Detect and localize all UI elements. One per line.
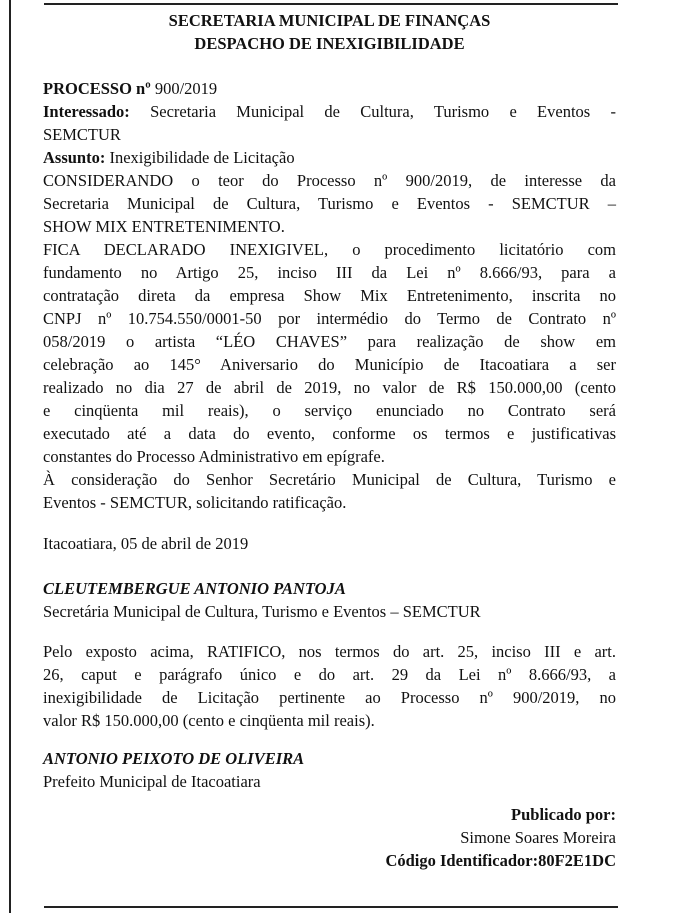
ratificacao-paragraph: [43, 640, 616, 732]
signatory-1-name: CLEUTEMBERGUE ANTONIO PANTOJA: [43, 579, 346, 598]
declaracao-line: constantes do Processo Administrativo em epígrafe.: [43, 447, 385, 466]
page-left-border: [9, 0, 11, 913]
declaracao-line: CNPJ nº 10.754.550/0001-50 por intermédio do Termo de Contrato nº: [43, 309, 616, 328]
assunto-label: Assunto:: [43, 148, 106, 167]
ratificacao-line: 26, caput e parágrafo único e do art. 29 da Lei nº 8.666/93, a: [43, 665, 616, 684]
publication-block: [43, 803, 616, 872]
identifier-line: [43, 849, 616, 872]
considerando-line: Secretaria Municipal de Cultura, Turismo e Eventos - SEMCTUR –: [43, 194, 616, 213]
declaracao-line: executado até a data do evento, conforme os termos e justificativas: [43, 424, 616, 443]
identifier-label: Código Identificador:: [385, 851, 539, 870]
header-line-despacho: DESPACHO DE INEXIGIBILIDADE: [194, 34, 465, 53]
consideracao-line: À consideração do Senhor Secretário Municipal de Cultura, Turismo e: [43, 470, 616, 489]
bottom-divider: [44, 906, 618, 908]
signatory-1-role: Secretária Municipal de Cultura, Turismo e Eventos – SEMCTUR: [43, 602, 481, 621]
interessado-line: [43, 100, 616, 123]
interessado-line-2: SEMCTUR: [43, 125, 121, 144]
interessado-value: Secretaria Municipal de Cultura, Turismo e Eventos -: [150, 102, 616, 121]
assunto-value: Inexigibilidade de Licitação: [109, 148, 295, 167]
ratificacao-line: Pelo exposto acima, RATIFICO, nos termos do art. 25, inciso III e art.: [43, 642, 616, 661]
declaracao-line: celebração ao 145° Aniversario do Município de Itacoatiara a ser: [43, 355, 616, 374]
declaracao-line: realizado no dia 27 de abril de 2019, no valor de R$ 150.000,00 (cento: [43, 378, 616, 397]
assunto-line: [43, 146, 616, 169]
declaracao-line: FICA DECLARADO INEXIGIVEL, o procedimento licitatório com: [43, 240, 616, 259]
header-title: [43, 9, 616, 55]
signatory-2-role: Prefeito Municipal de Itacoatiara: [43, 772, 261, 791]
considerando-paragraph: [43, 169, 616, 238]
ratificacao-line: valor R$ 150.000,00 (cento e cinqüenta mil reais).: [43, 711, 375, 730]
document-body: [43, 9, 616, 872]
considerando-line: CONSIDERANDO o teor do Processo nº 900/2019, de interesse da: [43, 171, 616, 190]
declaracao-line: contratação direta da empresa Show Mix Entretenimento, inscrita no: [43, 286, 616, 305]
published-by-label: Publicado por:: [511, 805, 616, 824]
top-divider: [44, 3, 618, 5]
processo-line: [43, 77, 616, 100]
publisher-name: Simone Soares Moreira: [460, 828, 616, 847]
declaracao-line: 058/2019 o artista “LÉO CHAVES” para realização de show em: [43, 332, 616, 351]
declaracao-paragraph: [43, 238, 616, 468]
declaracao-line: e cinqüenta mil reais), o serviço enunciado no Contrato será: [43, 401, 616, 420]
consideracao-line: Eventos - SEMCTUR, solicitando ratificação.: [43, 493, 347, 512]
processo-value: 900/2019: [154, 79, 218, 98]
processo-label: PROCESSO nº: [43, 79, 151, 98]
place-date: Itacoatiara, 05 de abril de 2019: [43, 534, 249, 553]
identifier-code: 80F2E1DC: [538, 851, 616, 870]
ratificacao-line: inexigibilidade de Licitação pertinente ao Processo nº 900/2019, no: [43, 688, 616, 707]
signatory-2-name: ANTONIO PEIXOTO DE OLIVEIRA: [43, 749, 305, 768]
consideracao-paragraph: [43, 468, 616, 514]
header-line-secretaria: SECRETARIA MUNICIPAL DE FINANÇAS: [168, 11, 491, 30]
declaracao-line: fundamento no Artigo 25, inciso III da Lei nº 8.666/93, para a: [43, 263, 616, 282]
interessado-label: Interessado:: [43, 102, 130, 121]
considerando-line: SHOW MIX ENTRETENIMENTO.: [43, 217, 285, 236]
